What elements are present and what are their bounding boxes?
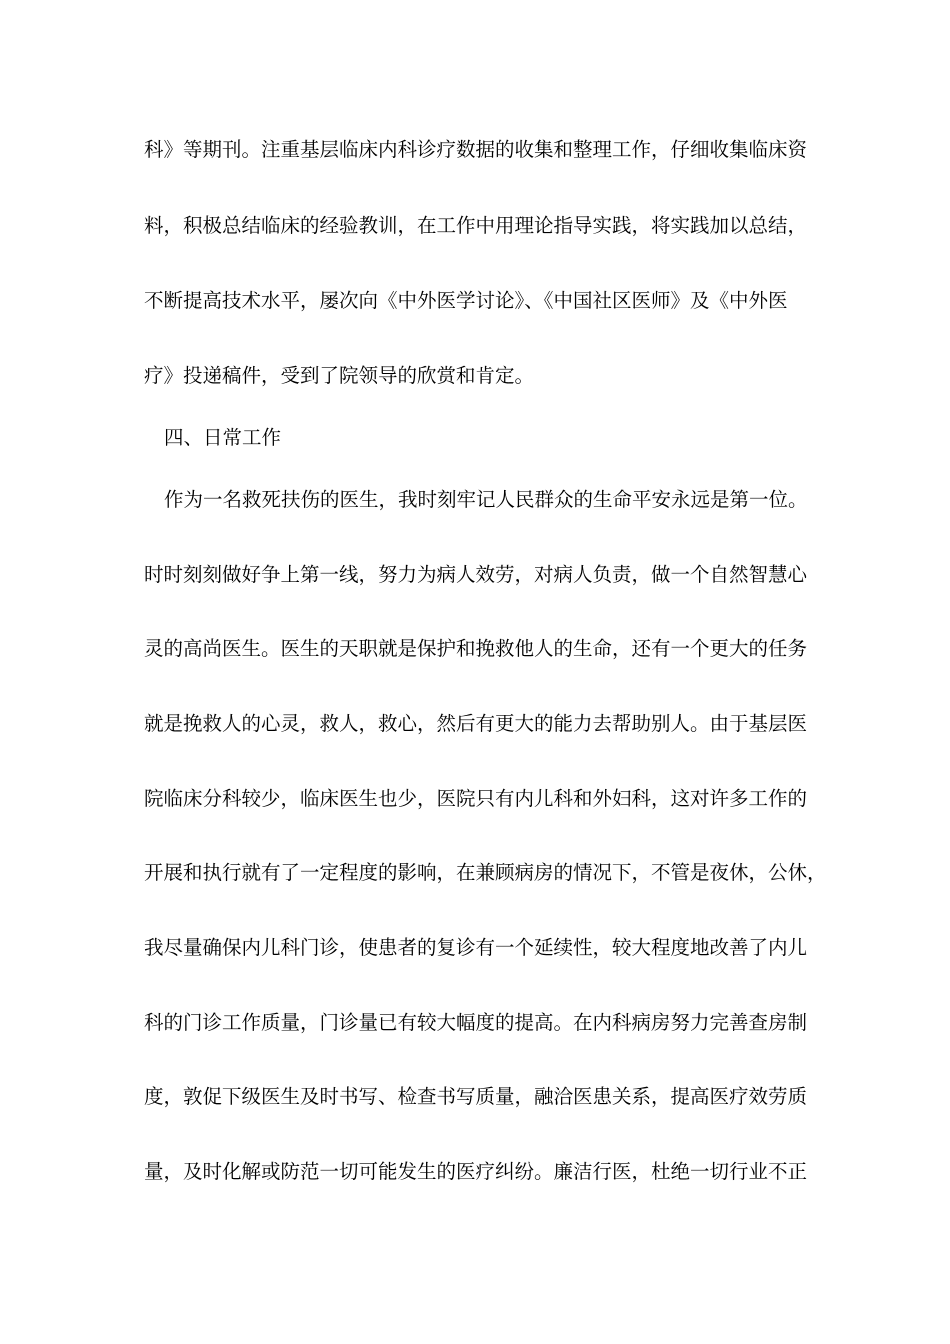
section-heading: 四、日常工作 (164, 426, 282, 449)
paragraph-line: 疗》投递稿件，受到了院领导的欣赏和肯定。 (144, 364, 535, 387)
paragraph-line: 开展和执行就有了一定程度的影响，在兼顾病房的情况下，不管是夜休，公休， (144, 861, 827, 884)
paragraph-line: 院临床分科较少，临床医生也少，医院只有内儿科和外妇科，这对许多工作的 (144, 787, 808, 810)
paragraph-line: 科的门诊工作质量，门诊量已有较大幅度的提高。在内科病房努力完善查房制 (144, 1011, 808, 1034)
paragraph-line: 灵的高尚医生。医生的天职就是保护和挽救他人的生命，还有一个更大的任务 (144, 637, 808, 660)
paragraph-line: 不断提高技术水平，屡次向《中外医学讨论》、《中国社区医师》及《中外医 (144, 289, 788, 312)
paragraph-line: 就是挽救人的心灵，救人，救心，然后有更大的能力去帮助别人。由于基层医 (144, 712, 808, 735)
paragraph-line: 科》等期刊。注重基层临床内科诊疗数据的收集和整理工作，仔细收集临床资 (144, 138, 808, 161)
paragraph-line: 料，积极总结临床的经验教训，在工作中用理论指导实践，将实践加以总结， (144, 214, 808, 237)
paragraph-line: 作为一名救死扶伤的医生，我时刻牢记人民群众的生命平安永远是第一位。 (164, 488, 808, 511)
paragraph-line: 我尽量确保内儿科门诊，使患者的复诊有一个延续性，较大程度地改善了内儿 (144, 936, 808, 959)
paragraph-line: 度，敦促下级医生及时书写、检查书写质量，融洽医患关系，提高医疗效劳质 (144, 1085, 808, 1108)
paragraph-line: 量，及时化解或防范一切可能发生的医疗纠纷。廉洁行医，杜绝一切行业不正 (144, 1160, 808, 1183)
paragraph-line: 时时刻刻做好争上第一线，努力为病人效劳，对病人负责，做一个自然智慧心 (144, 563, 808, 586)
